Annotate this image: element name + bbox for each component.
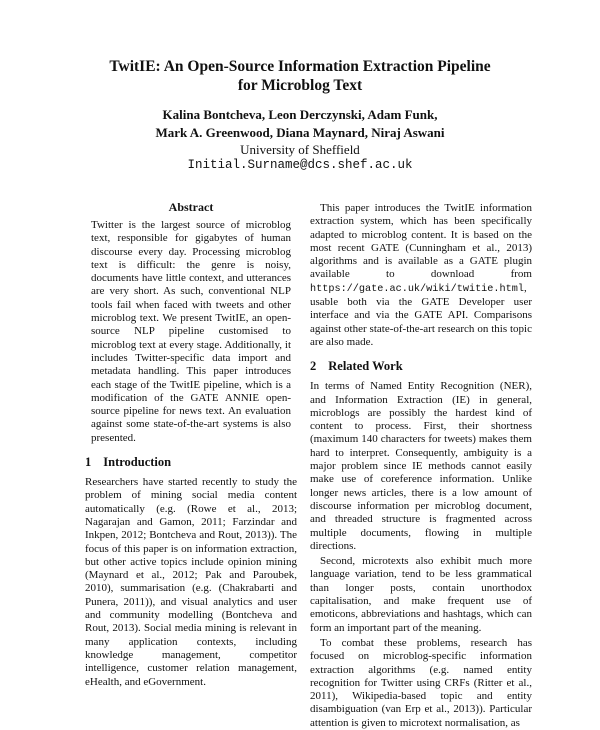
right-column: [310, 202, 532, 730]
intro-continuation-paragraph: [310, 202, 532, 349]
twitie-download-link[interactable]: https://gate.ac.uk/wiki/twitie.html: [310, 283, 524, 295]
section-title: Introduction: [103, 455, 172, 470]
intro-continuation-text: This paper introduces the TwitIE information extraction system, which has been specifically adapted to microblog content. It is based on the most recent GATE (Cunningham et al., 2013) algorithms and is available as a GATE plugin available to download from: [310, 202, 532, 281]
author-email: Initial.Surname@dcs.shef.ac.uk: [187, 158, 413, 172]
section-title: Related Work: [328, 359, 403, 374]
section-number: 1: [85, 455, 92, 470]
related-work-paragraph-3: To combat these problems, research has focused on microblog-specific information extraction algorithms (e.g. named entity recognition for Twitter using CRFs (Ritter et al., 2011), Wikipedia-based topic and entity disambiguation (van Erp et al., 2013)). Particular attention is given to microtext normalisation, as: [310, 636, 532, 729]
paper-title: [60, 57, 540, 95]
related-work-paragraph-2: Second, microtexts also exhibit much more language variation, tend to be less grammatical than longer posts, contain unorthodox capitalisation, and make frequent use of emoticons, abbreviations and hashtags, which can form an important part of the meaning.: [310, 555, 532, 634]
section-heading-related-work: [310, 359, 532, 374]
paper-title-line-1: TwitIE: An Open-Source Information Extraction Pipeline: [109, 58, 491, 75]
paper-title-line-2: for Microblog Text: [237, 77, 363, 94]
related-work-paragraph-1: In terms of Named Entity Recognition (NER), and Information Extraction (IE) in general, microblogs are possibly the hardest kind of content to process. First, their shortness (maximum 140 characters for tweets) makes them hard to interpret. Consequently, ambiguity is a major problem since IE methods cannot easily make use of coreference information. Unlike longer news articles, there is a low amount of discourse information per microblog document, and threaded structure is fragmented across multiple documents, flowing in multiple directions.: [310, 380, 532, 552]
section-number: 2: [310, 359, 317, 374]
author-list: [60, 106, 540, 142]
section-heading-introduction: [85, 455, 297, 470]
author-line-1: Kalina Bontcheva, Leon Derczynski, Adam Funk,: [162, 107, 438, 122]
author-line-2: Mark A. Greenwood, Diana Maynard, Niraj Aswani: [155, 125, 445, 140]
left-column: [85, 200, 297, 689]
abstract-heading: Abstract: [168, 200, 214, 214]
abstract-text: Twitter is the largest source of microblog text, responsible for gigabytes of human discourse every day. Processing microblog text is difficult: the genre is noisy, documents have little context, and utterances are very short. As such, conventional NLP tools fail when faced with tweets and other microblog text. We present TwitIE, an open-source NLP pipeline customised to microblog text at every stage. Additionally, it includes Twitter-specific data import and metadata handling. This paper introduces each stage of the TwitIE pipeline, which is a modification of the GATE ANNIE open-source pipeline for news text. An evaluation against some state-of-the-art systems is also presented.: [91, 219, 291, 444]
introduction-paragraph: Researchers have started recently to study the problem of mining social media content automatically (e.g. (Rowe et al., 2013; Nagarajan and Gamon, 2011; Farzindar and Inkpen, 2012; Bontcheva and Rout, 2013)). The focus of this paper is on information extraction, but other active topics include opinion mining (Maynard et al., 2012; Pak and Paroubek, 2010), summarisation (e.g. (Chakrabarti and Punera, 2011)), and visual analytics and user and community modelling (Bontcheva and Rout, 2013). Social media mining is relevant in many application contexts, including knowledge management, competitor intelligence, customer relation management, eHealth, and eGovernment.: [85, 476, 297, 688]
intro-continuation-tail: , usable both via the GATE Developer user interface and via the GATE API. Comparisons against other state-of-the-art research on this topic are also made.: [310, 281, 532, 348]
affiliation: University of Sheffield: [240, 142, 360, 157]
